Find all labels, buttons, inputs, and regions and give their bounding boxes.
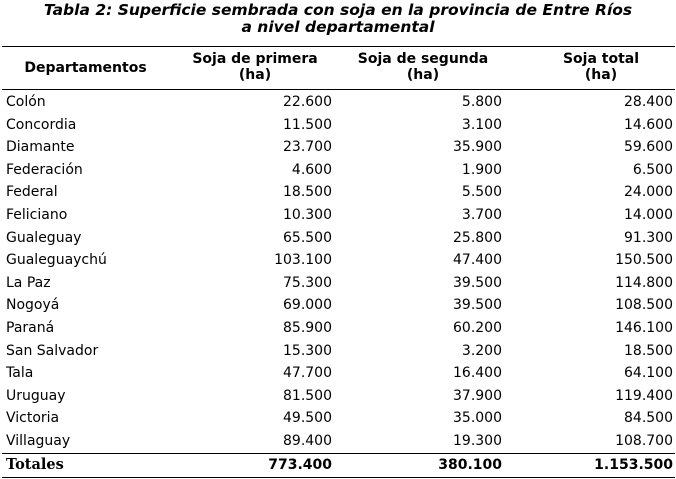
table-row (0, 362, 676, 385)
soja-total-value: 28.400 (624, 94, 673, 110)
table-body (0, 91, 676, 453)
totals-row (0, 454, 676, 476)
soja-total-value: 59.600 (624, 139, 673, 156)
soja-total-value: 14.600 (624, 116, 673, 133)
soja-segunda-value: 25.800 (453, 229, 502, 246)
table-row (0, 317, 676, 340)
header-soja-segunda (342, 51, 504, 83)
header-soja-primera (176, 51, 334, 83)
totals-label: Totales (6, 456, 64, 473)
table-title (0, 2, 676, 36)
soja-segunda-value: 5.800 (461, 94, 502, 110)
soja-primera-value: 85.900 (283, 319, 332, 336)
soja-total-value: 91.300 (624, 229, 673, 246)
soja-segunda-value: 37.900 (453, 387, 502, 404)
header-soja-total-label: Soja total (562, 51, 640, 67)
soja-primera-value: 4.600 (291, 161, 332, 178)
header-top-rule (2, 46, 675, 47)
totals-primera: 773.400 (268, 457, 332, 473)
table-bottom-rule (2, 477, 675, 478)
department-name: Victoria (6, 410, 60, 427)
soja-primera-value: 49.500 (283, 410, 332, 427)
soja-segunda-value: 3.700 (461, 206, 502, 223)
soja-total-value: 14.000 (624, 206, 673, 223)
soja-primera-value: 18.500 (283, 184, 332, 201)
soja-total-value: 18.500 (624, 342, 673, 359)
department-name: Gualeguay (6, 229, 82, 246)
soja-segunda-value: 19.300 (453, 432, 502, 449)
soja-segunda-value: 39.500 (453, 274, 502, 291)
department-name: Gualeguaychú (6, 252, 107, 269)
header-soja-total (520, 51, 676, 83)
soja-primera-value: 75.300 (283, 274, 332, 291)
header-soja-primera-label: Soja de primera (192, 51, 318, 67)
soja-segunda-value: 3.200 (461, 342, 502, 359)
soja-total-value: 6.500 (632, 161, 673, 178)
table-row (0, 114, 676, 137)
soja-total-value: 108.700 (615, 432, 673, 449)
soja-total-value: 64.100 (624, 365, 673, 382)
department-name: Concordia (6, 116, 77, 133)
department-name: Feliciano (6, 206, 68, 223)
soja-primera-value: 11.500 (283, 116, 332, 133)
soja-segunda-value: 35.900 (453, 139, 502, 156)
department-name: Paraná (6, 319, 55, 336)
header-soja-primera-unit: (ha) (238, 67, 272, 83)
soja-total-value: 146.100 (615, 319, 673, 336)
table-row (0, 385, 676, 408)
header-soja-total-unit: (ha) (584, 67, 618, 83)
table-row (0, 407, 676, 430)
soja-primera-value: 81.500 (283, 387, 332, 404)
department-name: Nogoyá (6, 297, 60, 314)
table-row (0, 272, 676, 295)
soja-primera-value: 10.300 (283, 206, 332, 223)
header-soja-segunda-label: Soja de segunda (357, 51, 489, 67)
department-name: Diamante (6, 139, 75, 156)
soja-primera-value: 47.700 (283, 365, 332, 382)
soja-total-value: 114.800 (615, 274, 673, 291)
soja-segunda-value: 5.500 (461, 184, 502, 201)
totals-segunda: 380.100 (438, 457, 502, 473)
table-row (0, 91, 676, 114)
soja-segunda-value: 39.500 (453, 297, 502, 314)
table-row (0, 159, 676, 182)
soja-segunda-value: 35.000 (453, 410, 502, 427)
soja-segunda-value: 47.400 (453, 252, 502, 269)
soja-primera-value: 23.700 (283, 139, 332, 156)
soja-total-value: 108.500 (615, 297, 673, 314)
department-name: Villaguay (6, 432, 71, 449)
soja-segunda-value: 1.900 (461, 161, 502, 178)
soja-primera-value: 89.400 (283, 432, 332, 449)
soja-primera-value: 22.600 (283, 94, 332, 110)
header-departamentos: Departamentos (24, 60, 147, 76)
table-row (0, 204, 676, 227)
table-header (0, 49, 676, 89)
department-name: Federación (6, 161, 83, 178)
table-row (0, 227, 676, 250)
soja-segunda-value: 60.200 (453, 319, 502, 336)
department-name: Tala (6, 365, 34, 382)
table-row (0, 430, 676, 453)
table-row (0, 136, 676, 159)
soja-total-value: 24.000 (624, 184, 673, 201)
table-title-line-2: a nivel departamental (241, 18, 435, 36)
department-name: San Salvador (6, 342, 99, 359)
table-row (0, 249, 676, 272)
soja-total-value: 150.500 (615, 252, 673, 269)
soja-primera-value: 65.500 (283, 229, 332, 246)
soja-primera-value: 103.100 (274, 252, 332, 269)
soja-segunda-value: 16.400 (453, 365, 502, 382)
soja-total-value: 84.500 (624, 410, 673, 427)
department-name: La Paz (6, 274, 51, 291)
table-row (0, 340, 676, 363)
soja-total-value: 119.400 (615, 387, 673, 404)
department-name: Colón (6, 94, 46, 110)
soja-primera-value: 69.000 (283, 297, 332, 314)
soja-primera-value: 15.300 (283, 342, 332, 359)
header-soja-segunda-unit: (ha) (406, 67, 440, 83)
table-row (0, 294, 676, 317)
department-name: Federal (6, 184, 58, 201)
header-bottom-rule (2, 89, 675, 90)
table-title-line-1: Tabla 2: Superficie sembrada con soja en la provincia de Entre Ríos (43, 1, 633, 19)
totals-total: 1.153.500 (594, 457, 673, 473)
table-row (0, 181, 676, 204)
department-name: Uruguay (6, 387, 66, 404)
soja-segunda-value: 3.100 (461, 116, 502, 133)
